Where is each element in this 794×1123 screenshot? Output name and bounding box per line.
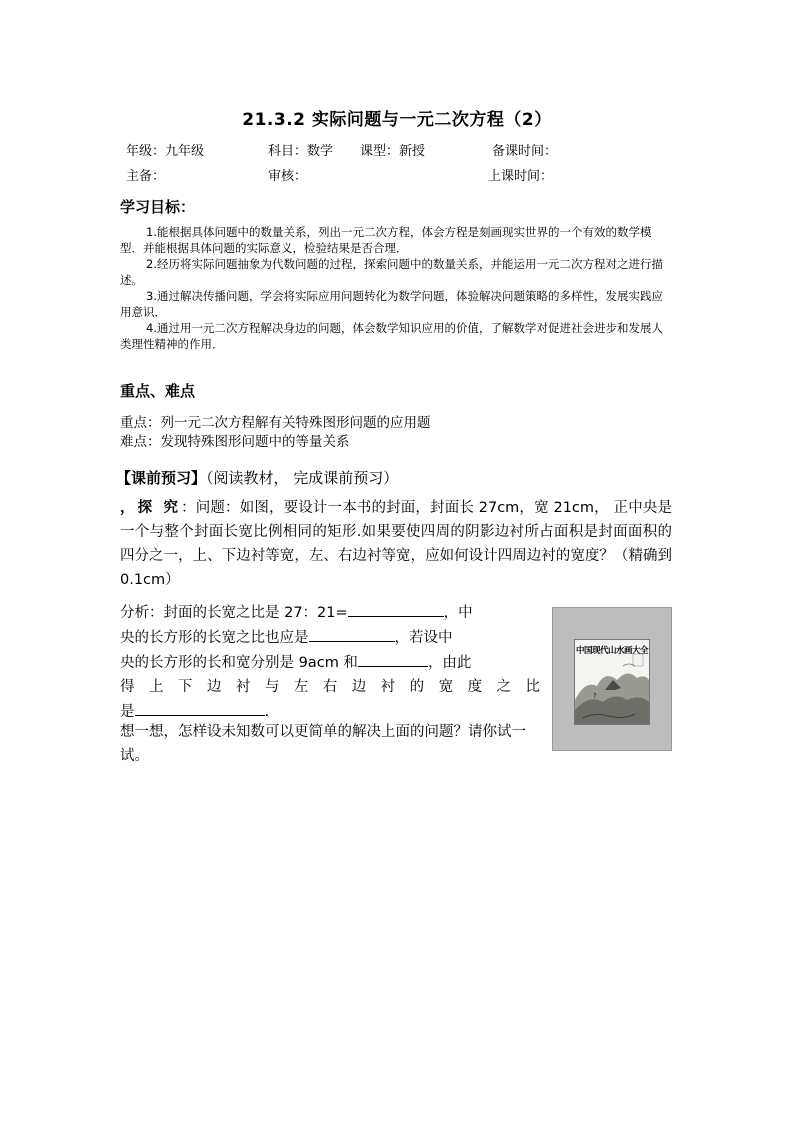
- objective-item: 2.经历将实际问题抽象为代数问题的过程，探索问题中的数量关系，并能运用一元二次方程对之进行描述。: [120, 257, 663, 287]
- analysis-text: ，由此: [427, 655, 472, 671]
- analysis-line: 得上下边衬与左右边衬的宽度之比: [120, 679, 540, 695]
- explore-text: ：问题：如图，要设计一本书的封面，封面长 27cm，宽 21cm， 正中央是一个与整个封面长宽比例相同的矩形.如果要使四周的阴影边衬所占面积是封面面积的四分之一，上、下边衬等宽，左、右边衬等宽，应如何设计四周边衬的宽度？（精确到 0.1cm）: [120, 500, 672, 588]
- analysis-block: [120, 600, 540, 724]
- objectives-list: [120, 224, 674, 352]
- preview-line: [116, 468, 398, 488]
- analysis-text: 央的长方形的长和宽分别是 9acm 和: [120, 655, 358, 671]
- lesson-type-label: 课型：新授: [360, 144, 426, 159]
- analysis-text: .: [264, 704, 270, 720]
- key-points-heading: 重点、难点: [120, 382, 196, 400]
- think-prompt: 想一想，怎样设未知数可以更简单的解决上面的问题？请你试一试。: [120, 724, 526, 764]
- difficulty-text: 难点：发现特殊图形问题中的等量关系: [120, 434, 350, 450]
- preview-note: （阅读教材， 完成课前预习）: [206, 469, 399, 487]
- preview-label: 【课前预习】: [116, 469, 207, 487]
- objective-item: 3.通过解决传播问题，学会将实际应用问题转化为数学问题，体验解决问题策略的多样性，发展实践应用意识．: [120, 289, 663, 319]
- subject-label: 科目：数学: [268, 144, 334, 159]
- analysis-text: 是: [120, 704, 135, 720]
- main-prep-label: 主备：: [126, 169, 166, 184]
- explore-lead: ，探 究: [120, 500, 182, 516]
- focus-text: 重点：列一元二次方程解有关特殊图形问题的应用题: [120, 415, 431, 431]
- cover-title: 中国现代山水画大全: [575, 646, 648, 656]
- landscape-painting-icon: [575, 640, 649, 724]
- svg-text:?: ?: [593, 692, 597, 700]
- page-title: 21.3.2 实际问题与一元二次方程（2）: [242, 110, 552, 130]
- class-time-label: 上课时间：: [488, 169, 554, 184]
- analysis-text: 分析：封面的长宽之比是 27：21=: [120, 605, 348, 621]
- analysis-text: 央的长方形的长宽之比也应是: [120, 630, 309, 646]
- analysis-line: [120, 600, 540, 625]
- analysis-text: ，若设中: [394, 630, 453, 646]
- review-label: 审核：: [268, 169, 308, 184]
- grade-label: 年级：九年级: [126, 144, 205, 159]
- answer-blank[interactable]: [135, 699, 265, 716]
- cover-center-image: [574, 639, 650, 725]
- objectives-heading: 学习目标：: [120, 198, 196, 216]
- analysis-text: ，中: [443, 605, 473, 621]
- explore-problem: [120, 496, 672, 592]
- answer-blank[interactable]: [348, 600, 444, 617]
- book-cover-figure: [552, 607, 672, 751]
- objective-item: 4.通过用一元二次方程解决身边的问题，体会数学知识应用的价值，了解数学对促进社会进步和发展人类理性精神的作用．: [120, 321, 663, 351]
- analysis-line: [120, 625, 540, 650]
- answer-blank[interactable]: [358, 650, 428, 667]
- prep-time-label: 备课时间：: [492, 144, 558, 159]
- objective-item: 1.能根据具体问题中的数量关系，列出一元二次方程，体会方程是刻画现实世界的一个有效的数学模型．并能根据具体问题的实际意义，检验结果是否合理．: [120, 225, 652, 255]
- analysis-line: [120, 650, 540, 675]
- answer-blank[interactable]: [309, 625, 395, 642]
